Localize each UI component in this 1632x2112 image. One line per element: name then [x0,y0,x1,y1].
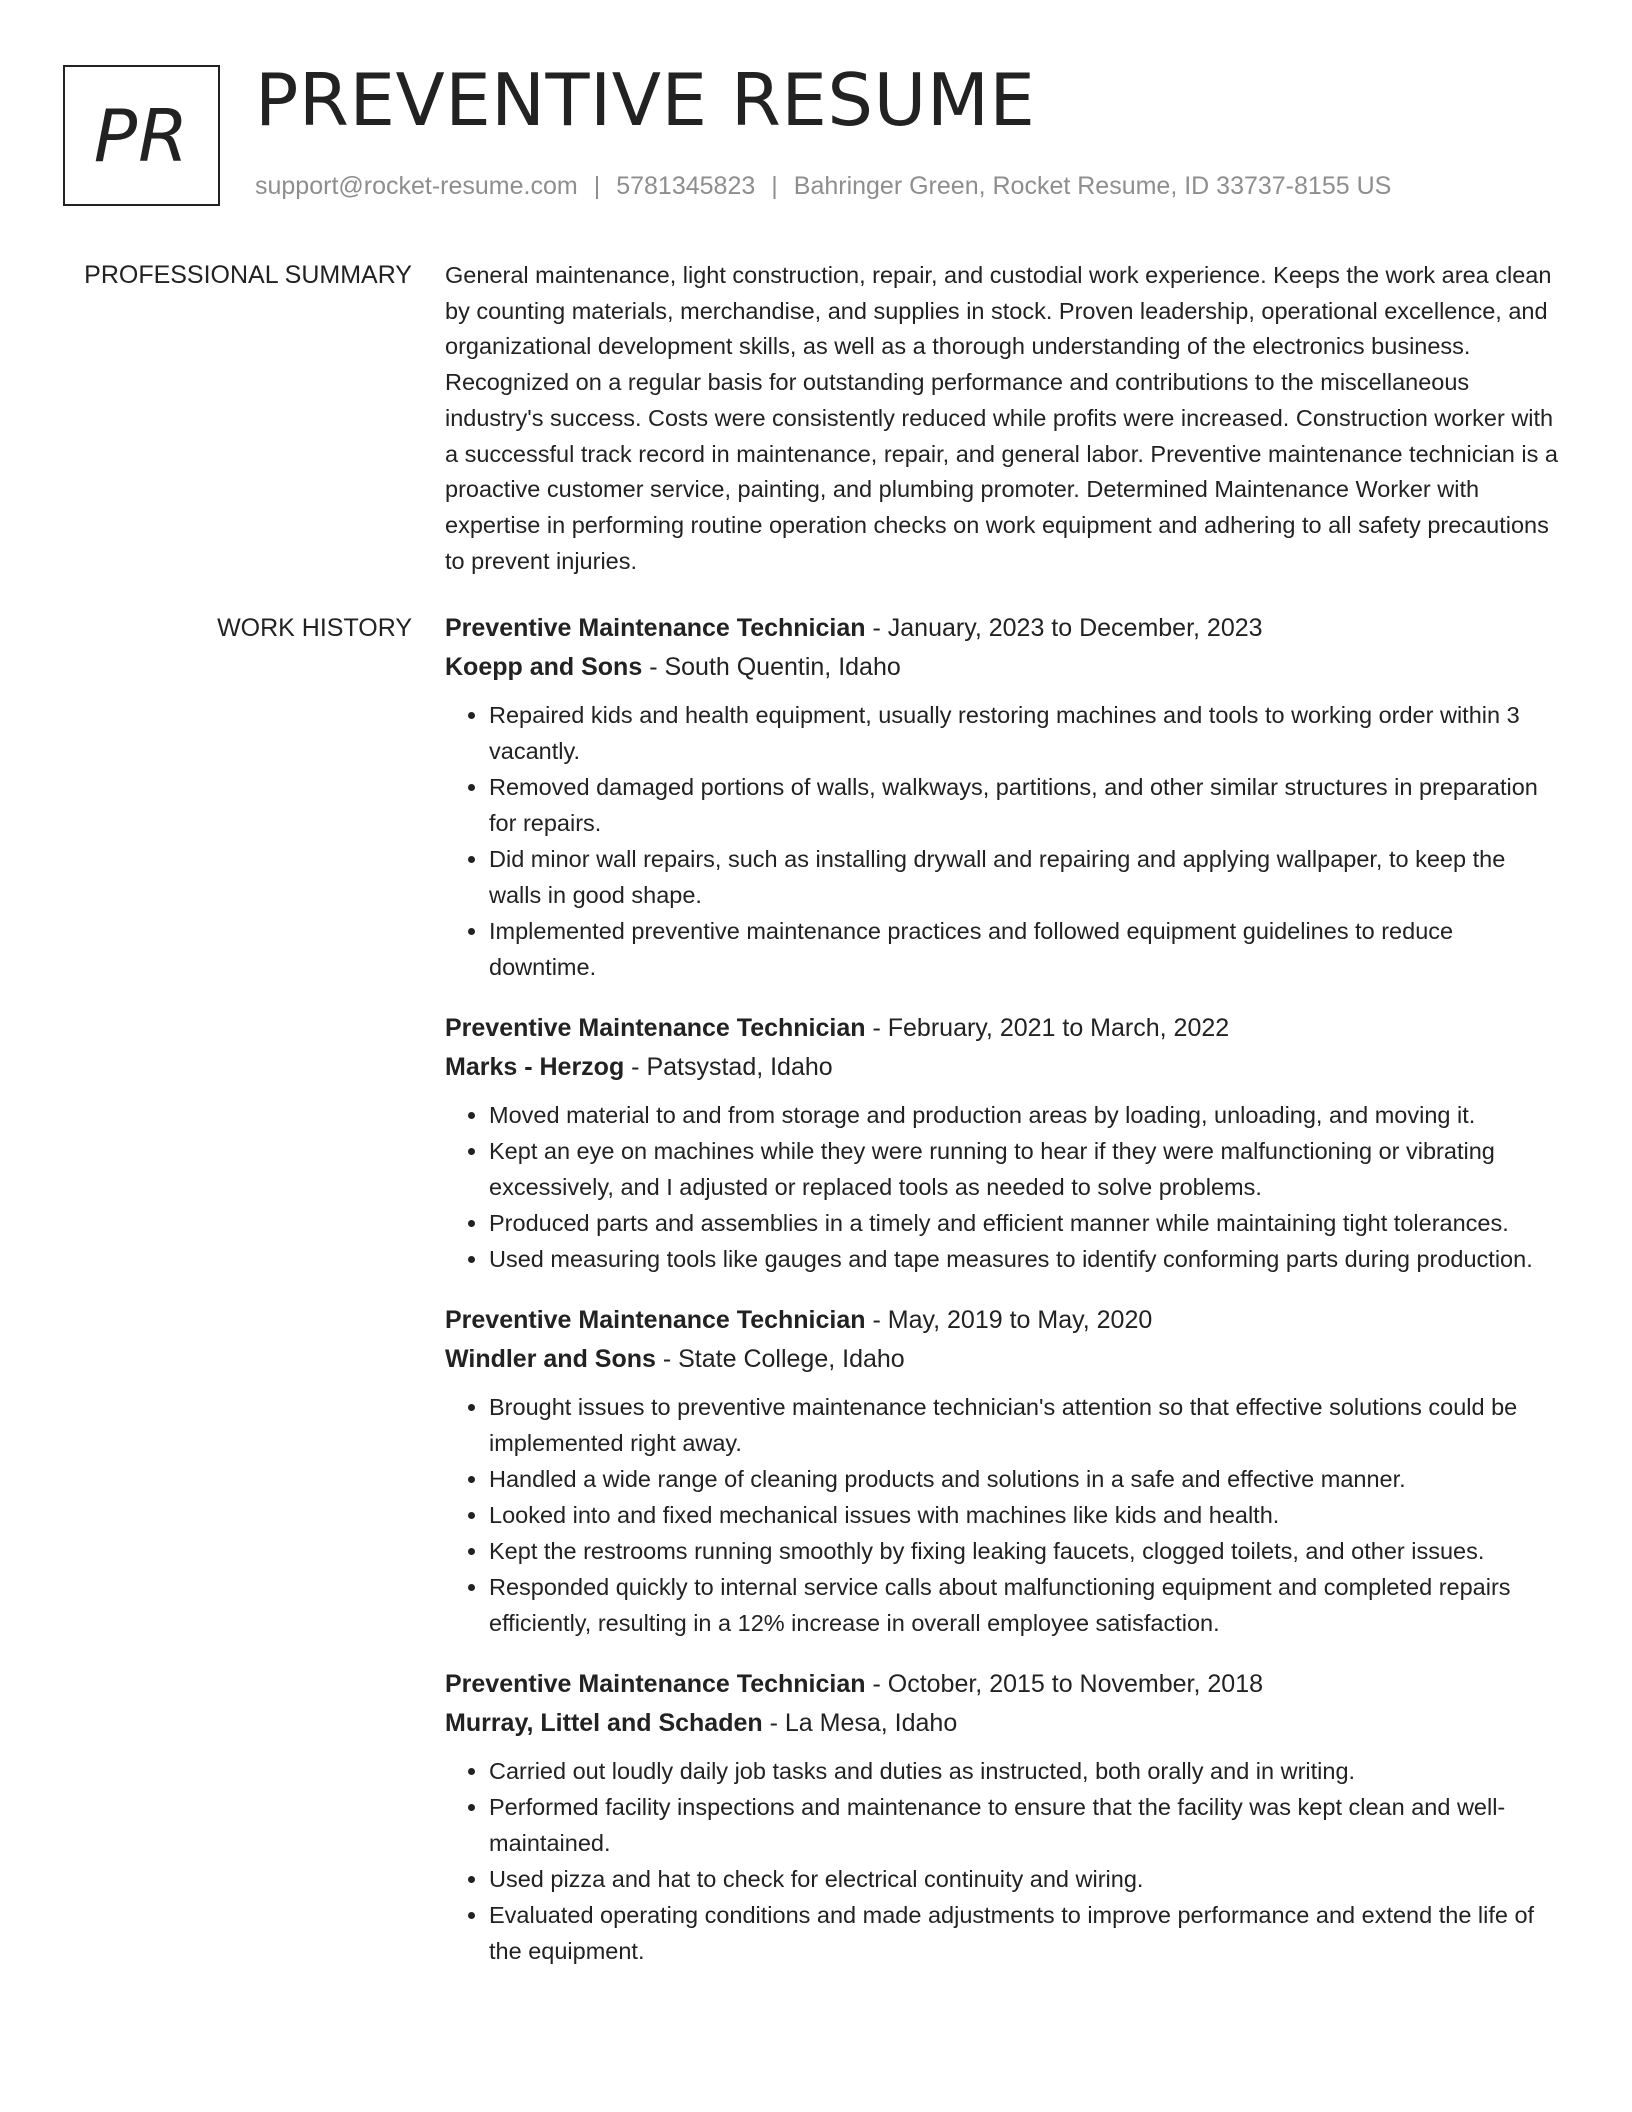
job-bullet: • Used pizza and hat to check for electrical continuity and wiring. [489,1861,1560,1897]
job-location: - State College, Idaho [662,1345,905,1373]
job-bullet: • Kept the restrooms running smoothly by fixing leaking faucets, clogged toilets, and other issues. [489,1533,1560,1569]
job-bullet: • Repaired kids and health equipment, usually restoring machines and tools to working order within 3 vacantly. [489,697,1560,769]
contact-line [255,172,1391,201]
job-location: - Patsystad, Idaho [631,1053,833,1081]
job-location: - La Mesa, Idaho [769,1709,958,1737]
job-company-line [445,648,1560,687]
job-bullet: • Moved material to and from storage and production areas by loading, unloading, and moving it. [489,1097,1560,1133]
job-company: Koepp and Sons [445,653,643,681]
job-company: Marks - Herzog [445,1053,625,1081]
job-dates: - October, 2015 to November, 2018 [872,1670,1263,1698]
contact-address: Bahringer Green, Rocket Resume, ID 33737-8155 US [793,172,1392,200]
job-bullet: • Handled a wide range of cleaning products and solutions in a safe and effective manner. [489,1461,1560,1497]
job-entry [445,1665,1560,1969]
job-bullet: • Kept an eye on machines while they were running to hear if they were malfunctioning or vibrating excessively, and I adjusted or replaced tools as needed to solve problems. [489,1133,1560,1205]
job-company-line [445,1340,1560,1379]
job-title: Preventive Maintenance Technician [445,1306,866,1334]
job-bullet-list [445,1097,1560,1277]
work-history-list [445,609,1560,1993]
job-title-line [445,1009,1560,1048]
contact-email: support@rocket-resume.com [255,172,578,200]
job-bullet: • Used measuring tools like gauges and tape measures to identify conforming parts during production. [489,1241,1560,1277]
job-bullet: • Brought issues to preventive maintenance technician's attention so that effective solutions could be implemented right away. [489,1389,1560,1461]
resume-name: PREVENTIVE RESUME [255,58,1036,142]
job-company: Windler and Sons [445,1345,656,1373]
job-bullet: • Performed facility inspections and maintenance to ensure that the facility was kept clean and well-maintained. [489,1789,1560,1861]
job-bullet: • Evaluated operating conditions and made adjustments to improve performance and extend the life of the equipment. [489,1897,1560,1969]
summary-text: General maintenance, light construction, repair, and custodial work experience. Keeps the work area clean by counting materials, merchandise, and supplies in stock. Proven leadership, operational excellence, and organizational development skills, as well as a thorough understanding of the electronics business. Recognized on a regular basis for outstanding performance and contributions to the miscellaneous industry's success. Costs were consistently reduced while profits were increased. Construction worker with a successful track record in maintenance, repair, and general labor. Preventive maintenance technician is a proactive customer service, painting, and plumbing promoter. Determined Maintenance Worker with expertise in performing routine operation checks on work equipment and adhering to all safety precautions to prevent injuries. [445,262,1558,574]
job-title: Preventive Maintenance Technician [445,614,866,642]
job-title-line [445,1665,1560,1704]
job-dates: - May, 2019 to May, 2020 [872,1306,1153,1334]
job-dates: - February, 2021 to March, 2022 [872,1014,1230,1042]
job-bullet: • Removed damaged portions of walls, walkways, partitions, and other similar structures in preparation for repairs. [489,769,1560,841]
job-company: Murray, Littel and Schaden [445,1709,763,1737]
job-title: Preventive Maintenance Technician [445,1014,866,1042]
monogram-logo [63,65,220,206]
job-location: - South Quentin, Idaho [649,653,901,681]
job-bullet: • Implemented preventive maintenance practices and followed equipment guidelines to reduce downtime. [489,913,1560,985]
job-title-line [445,609,1560,648]
job-bullet: • Looked into and fixed mechanical issues with machines like kids and health. [489,1497,1560,1533]
summary-label: PROFESSIONAL SUMMARY [84,261,412,289]
job-bullet-list [445,697,1560,985]
job-bullet: • Produced parts and assemblies in a timely and efficient manner while maintaining tight tolerances. [489,1205,1560,1241]
job-title: Preventive Maintenance Technician [445,1670,866,1698]
job-dates: - January, 2023 to December, 2023 [872,614,1263,642]
contact-separator: | [593,172,601,200]
job-bullet-list [445,1389,1560,1641]
work-history-label: WORK HISTORY [217,614,412,642]
contact-phone: 5781345823 [616,172,756,200]
job-bullet: • Did minor wall repairs, such as installing drywall and repairing and applying wallpaper, to keep the walls in good shape. [489,841,1560,913]
job-bullet: • Carried out loudly daily job tasks and duties as instructed, both orally and in writing. [489,1753,1560,1789]
job-entry [445,1301,1560,1641]
job-title-line [445,1301,1560,1340]
job-company-line [445,1048,1560,1087]
contact-separator: | [771,172,778,200]
job-company-line [445,1704,1560,1743]
job-bullet-list [445,1753,1560,1969]
job-entry [445,609,1560,985]
job-entry [445,1009,1560,1277]
job-bullet: • Responded quickly to internal service calls about malfunctioning equipment and completed repairs efficiently, resulting in a 12% increase in overall employee satisfaction. [489,1569,1560,1641]
monogram-initials: PR [93,93,190,178]
